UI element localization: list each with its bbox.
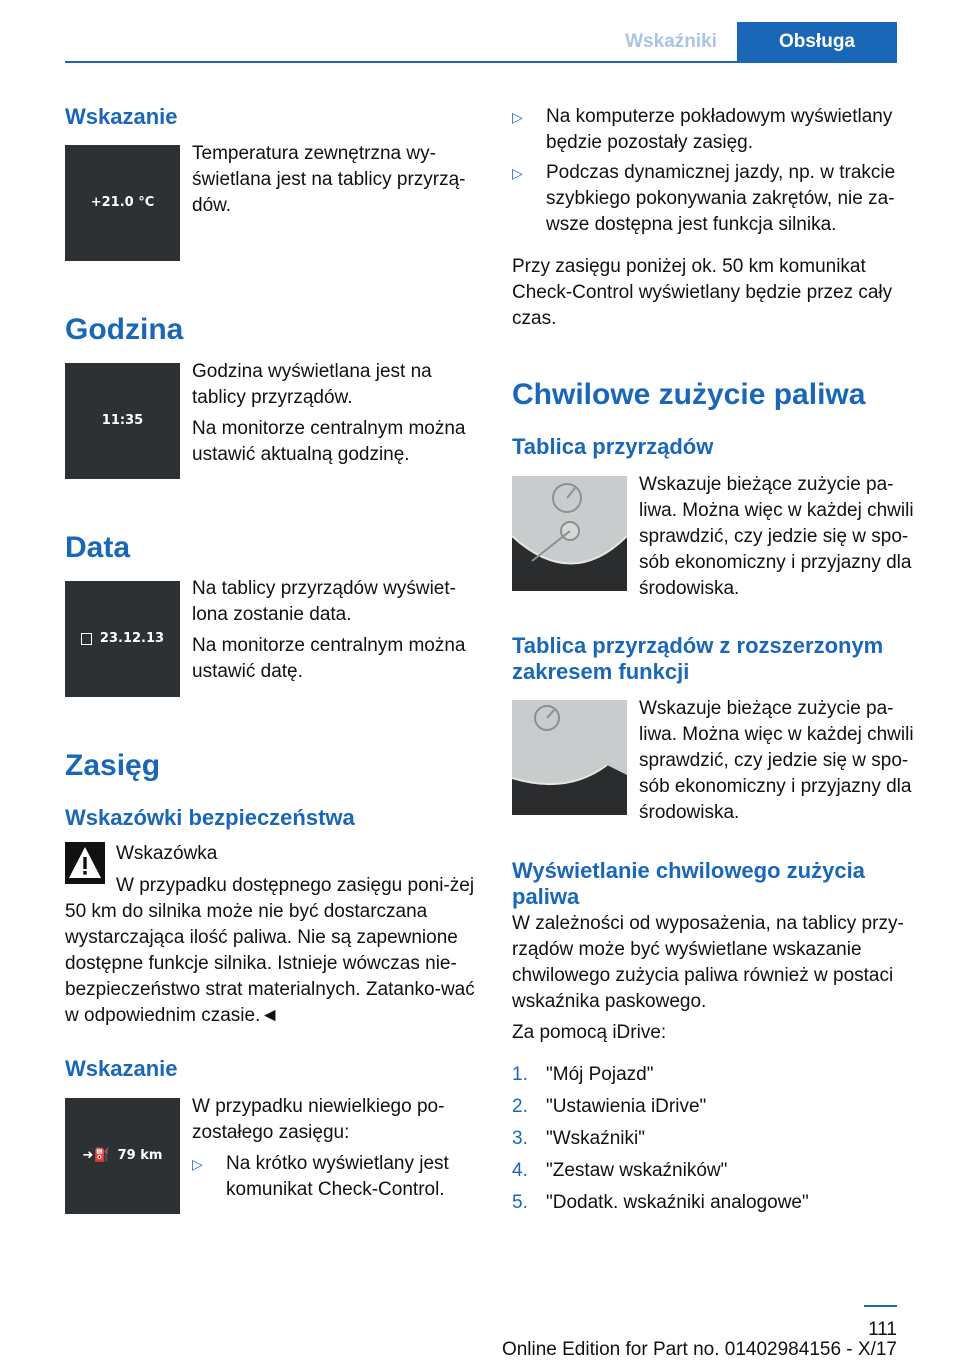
instrument-cluster-text: Wskazuje bieżące zużycie pa-liwa. Można więc w każdej chwili sprawdzić, czy jedzie się w spo-sób ekonomiczny i przyjazny dla środowiska. (639, 474, 914, 599)
footer-rule (864, 1305, 897, 1307)
idrive-step (512, 1126, 922, 1158)
safety-subheading: Wskazówki bezpieczeństwa (65, 805, 355, 830)
subheading-current-consumption: Wyświetlanie chwilowego zużycia paliwa (512, 858, 865, 909)
step-number: 3. (512, 1128, 528, 1149)
bullet-marker: ▷ (192, 1156, 203, 1172)
subheading-instrument-cluster: Tablica przyrządów (512, 434, 714, 459)
header-tab-indicators[interactable]: Wskaźniki (625, 31, 717, 52)
fuel-pump-icon: ➜⛽ (82, 1148, 110, 1163)
section-heading-date: Data (65, 531, 131, 564)
step-text: "Mój Pojazd" (546, 1064, 654, 1085)
right-bullet-2 (512, 160, 922, 238)
range-text: W przypadku niewielkiego po-zostałego zasięgu: (192, 1096, 445, 1143)
temperature-readout: +21.0 °C (90, 195, 155, 210)
extended-cluster-gauge-image (512, 700, 627, 815)
clock-readout: 11:35 (101, 413, 144, 428)
date-display-image (65, 581, 180, 697)
section-heading-range: Zasięg (65, 749, 161, 782)
temperature-display-image (65, 145, 180, 261)
idrive-step (512, 1062, 922, 1094)
section-heading-range-display: Wskazanie (65, 1056, 178, 1081)
step-number: 5. (512, 1192, 528, 1213)
calendar-icon (81, 633, 92, 645)
step-number: 1. (512, 1064, 528, 1085)
range-warning-paragraph: Przy zasięgu poniżej ok. 50 km komunikat Check-Control wyświetlany będzie przez cały czas. (512, 256, 893, 329)
section-heading-fuel-consumption: Chwilowe zużycie paliwa (512, 378, 866, 411)
temperature-text: Temperatura zewnętrzna wy-świetlana jest na tablicy przyrzą-dów. (192, 143, 466, 216)
date-text-1: Na tablicy przyrządów wyświet-lona zostanie data. (192, 578, 456, 625)
clock-display-image (65, 363, 180, 479)
idrive-step (512, 1158, 922, 1190)
page-number: 111 (868, 1319, 897, 1340)
idrive-steps-list (512, 1062, 922, 1222)
clock-text-1: Godzina wyświetlana jest na tablicy przyrządów. (192, 361, 432, 408)
subheading-extended-cluster: Tablica przyrządów z rozszerzonym zakresem funkcji (512, 633, 884, 684)
section-heading-clock: Godzina (65, 313, 184, 346)
warning-text: W przypadku dostępnego zasięgu poni-żej 50 km do silnika może nie być dostarczana wystarczająca ilość paliwa. Nie są zapewnione dostępne funkcje silnika. Istnieje wówczas nie-bezpieczeństwo strat materialnych. Zatanko-wać w odpowiednim czasie.◄ (65, 875, 475, 1026)
step-number: 2. (512, 1096, 528, 1117)
step-text: "Zestaw wskaźników" (546, 1160, 728, 1181)
range-bullet-1 (192, 1151, 482, 1203)
step-number: 4. (512, 1160, 528, 1181)
right-bullet-1 (512, 104, 922, 156)
range-readout: 79 km (117, 1148, 163, 1163)
bullet-marker: ▷ (512, 109, 523, 125)
date-readout: 23.12.13 (99, 631, 165, 646)
fuel-consumption-gauge-image (512, 476, 627, 591)
footer-edition: Online Edition for Part no. 01402984156 - X/17 (501, 1339, 897, 1360)
section-heading-display: Wskazanie (65, 104, 178, 129)
range-display-image (65, 1098, 180, 1214)
right-bullet-2-text: Podczas dynamicznej jazdy, np. w trakcie szybkiego pokonywania zakrętów, nie za-wsze dostępna jest funkcja silnika. (546, 162, 896, 235)
idrive-intro: Za pomocą iDrive: (512, 1022, 667, 1043)
right-bullet-1-text: Na komputerze pokładowym wyświetlany będzie pozostały zasięg. (546, 106, 893, 153)
idrive-step (512, 1094, 922, 1126)
step-text: "Ustawienia iDrive" (546, 1096, 707, 1117)
warning-title: Wskazówka (116, 843, 218, 864)
header-rule (65, 61, 897, 63)
clock-text-2: Na monitorze centralnym można ustawić aktualną godzinę. (192, 418, 466, 465)
current-consumption-paragraph: W zależności od wyposażenia, na tablicy przy-rządów może być wyświetlane wskazanie chwilowego zużycia paliwa również w postaci wskaźnika paskowego. (512, 913, 904, 1012)
date-text-2: Na monitorze centralnym można ustawić datę. (192, 635, 466, 682)
bullet-marker: ▷ (512, 165, 523, 181)
step-text: "Dodatk. wskaźniki analogowe" (546, 1192, 809, 1213)
header-tab-operation[interactable]: Obsługa (737, 22, 897, 62)
step-text: "Wskaźniki" (546, 1128, 645, 1149)
range-bullet-text: Na krótko wyświetlany jest komunikat Check-Control. (226, 1153, 449, 1200)
extended-cluster-text: Wskazuje bieżące zużycie pa-liwa. Można więc w każdej chwili sprawdzić, czy jedzie się w spo-sób ekonomiczny i przyjazny dla środowiska. (639, 698, 914, 823)
idrive-step (512, 1190, 922, 1222)
